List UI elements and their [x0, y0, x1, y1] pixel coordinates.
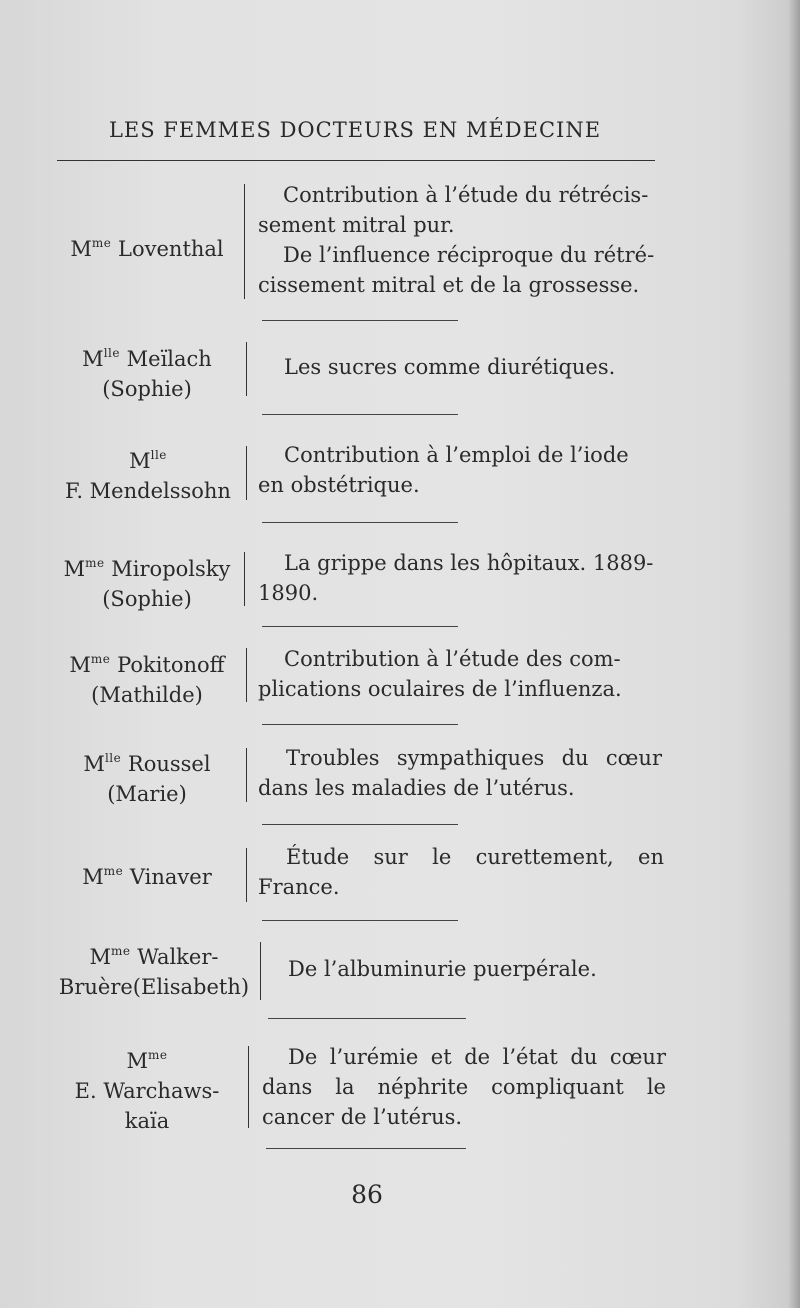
entry-separator	[262, 920, 458, 921]
entry-description: Contribution à l’étude du rétrécis- sement mitral pur. De l’influence réciproque du rétré- cissement mitral et de la grossesse.	[258, 183, 655, 297]
entry-description: Troubles sympathiques du cœur dans les maladies de l’utérus.	[258, 746, 662, 800]
entry-name: $M^{me}$ E. Warchaws- kaïa	[74, 1048, 220, 1133]
entry-bracket	[244, 552, 245, 606]
entry-bracket	[246, 342, 247, 396]
entry-separator	[262, 824, 458, 825]
entry-name: $M^{me}$ Walker- Bruère(Elisabeth)	[58, 944, 250, 999]
entry-name: $M^{lle}$ Meïlach (Sophie)	[82, 346, 212, 401]
entry-description: Contribution à l’emploi de l’iode en obstétrique.	[258, 443, 629, 497]
entry-name: $M^{lle}$ F. Mendelssohn	[65, 448, 231, 503]
entry-bracket	[260, 942, 261, 1000]
entry-separator	[268, 1018, 466, 1019]
entry-description: La grippe dans les hôpitaux. 1889- 1890.	[258, 551, 654, 605]
entry-name: $M^{me}$ Vinaver	[82, 864, 212, 889]
entry-bracket	[244, 184, 245, 299]
entry-separator	[262, 320, 458, 321]
entry-name: $M^{lle}$ Roussel (Marie)	[83, 751, 211, 806]
entry-description: De l’urémie et de l’état du cœur dans la néphrite compliquant le cancer de l’utérus.	[262, 1045, 666, 1129]
entry-bracket	[246, 648, 247, 702]
header-rule	[57, 160, 655, 161]
running-head: LES FEMMES DOCTEURS EN MÉDECINE	[108, 118, 602, 142]
entry-bracket	[248, 1046, 249, 1128]
entry-separator	[262, 522, 458, 523]
entry-separator	[266, 1148, 466, 1149]
entry-bracket	[246, 748, 247, 802]
entry-name: $M^{me}$ Loventhal	[70, 236, 224, 261]
entry-name: $M^{me}$ Pokitonoff (Mathilde)	[69, 652, 225, 707]
page-number: 86	[351, 1180, 383, 1209]
entry-separator	[262, 626, 458, 627]
entry-description: Étude sur le curettement, en France.	[258, 845, 664, 899]
entry-name: $M^{me}$ Miropolsky (Sophie)	[63, 556, 231, 611]
entry-description: Contribution à l’étude des com- plications oculaires de l’influenza.	[258, 647, 622, 701]
entry-bracket	[246, 848, 247, 902]
entry-separator	[262, 724, 458, 725]
entry-bracket	[246, 446, 247, 500]
entry-description: De l’albuminurie puerpérale.	[288, 957, 597, 981]
page-edge-shadow	[788, 0, 800, 1308]
entry-description: Les sucres comme diurétiques.	[284, 355, 616, 379]
entry-separator	[262, 414, 458, 415]
